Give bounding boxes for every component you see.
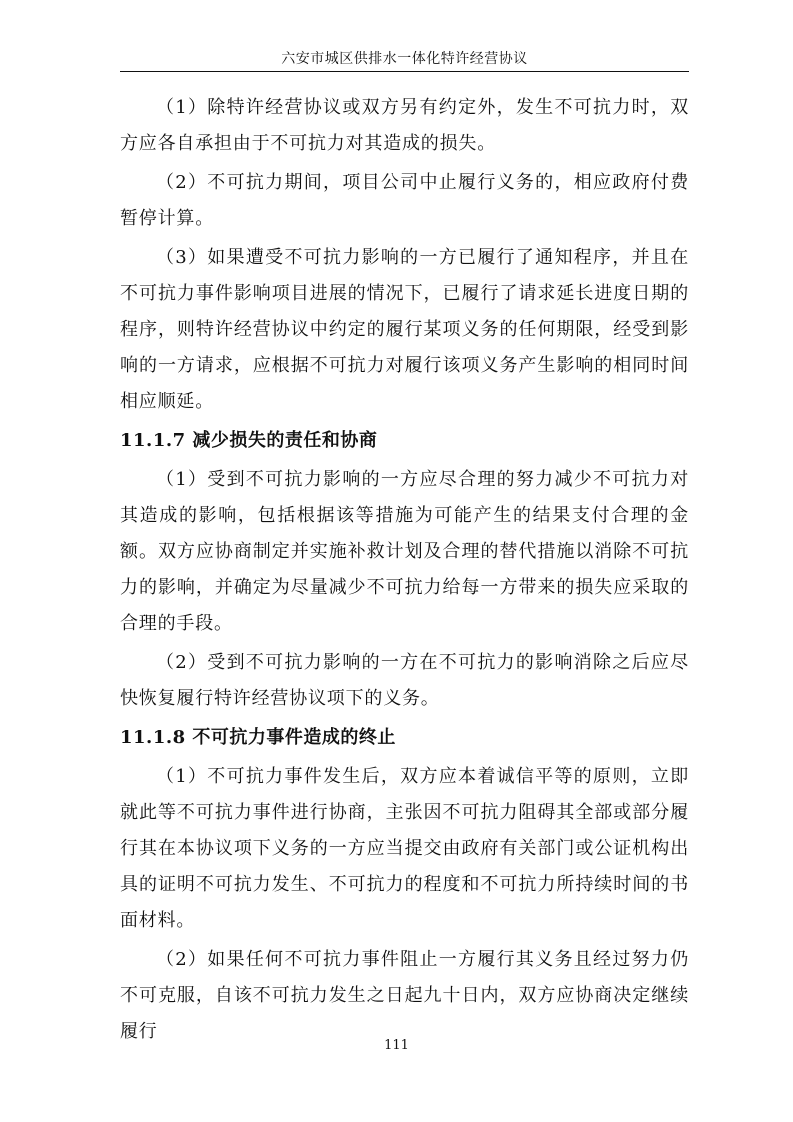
paragraph: （1）除特许经营协议或双方另有约定外，发生不可抗力时，双方应各自承担由于不可抗力对其造成的损失。	[120, 97, 689, 154]
section-heading: 11.1.8 不可抗力事件造成的终止	[120, 727, 396, 748]
paragraph: （3）如果遭受不可抗力影响的一方已履行了通知程序，并且在不可抗力事件影响项目进展的情况下，已履行了请求延长进度日期的程序，则特许经营协议中约定的履行某项义务的任何期限，经受到影响的一方请求，应根据不可抗力对履行该项义务产生影响的相同时间相应顺延。	[120, 247, 689, 412]
paragraph: （2）受到不可抗力影响的一方在不可抗力的影响消除之后应尽快恢复履行特许经营协议项下的义务。	[120, 652, 689, 709]
section-heading: 11.1.7 减少损失的责任和协商	[120, 430, 378, 451]
page-number: 111	[384, 1038, 409, 1053]
paragraph: （2）如果任何不可抗力事件阻止一方履行其义务且经过努力仍不可克服，自该不可抗力发生之日起九十日内，双方应协商决定继续履行	[120, 949, 689, 1042]
document-body	[120, 90, 689, 1053]
paragraph: （1）受到不可抗力影响的一方应尽合理的努力减少不可抗力对其造成的影响，包括根据该等措施为可能产生的结果支付合理的金额。双方应协商制定并实施补救计划及合理的替代措施以消除不可抗力的影响，并确定为尽量减少不可抗力给每一方带来的损失应采取的合理的手段。	[120, 469, 689, 634]
header-rule	[120, 71, 689, 72]
running-header: 六安市城区供排水一体化特许经营协议	[281, 51, 528, 67]
paragraph: （1）不可抗力事件发生后，双方应本着诚信平等的原则，立即就此等不可抗力事件进行协商，主张因不可抗力阻碍其全部或部分履行其在本协议项下义务的一方应当提交由政府有关部门或公证机构出具的证明不可抗力发生、不可抗力的程度和不可抗力所持续时间的书面材料。	[120, 766, 689, 931]
paragraph: （2）不可抗力期间，项目公司中止履行义务的，相应政府付费暂停计算。	[120, 172, 689, 229]
